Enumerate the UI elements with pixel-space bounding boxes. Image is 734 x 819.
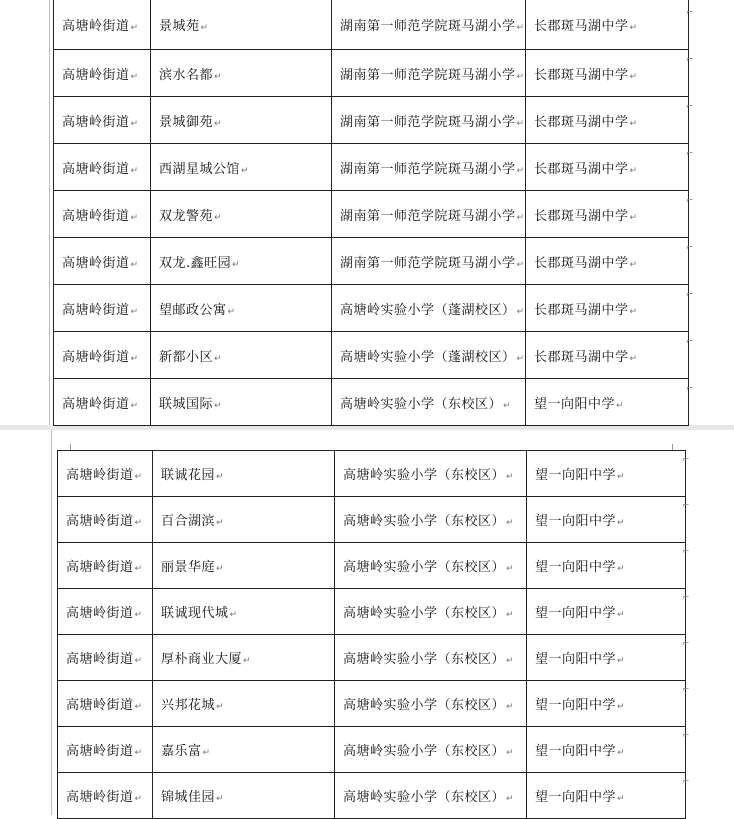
primary-school-cell	[335, 681, 527, 727]
middle-school-cell	[527, 451, 686, 497]
table-row	[58, 543, 686, 589]
cell-text: 新都小区	[159, 349, 214, 365]
street-cell	[54, 191, 151, 238]
street-cell	[54, 379, 151, 426]
cell-text: 高塘岭街道	[62, 67, 130, 83]
middle-school-cell	[526, 0, 689, 50]
street-cell	[58, 451, 153, 497]
table-row	[54, 379, 689, 426]
community-cell	[153, 681, 335, 727]
table-row	[58, 451, 686, 497]
row-end-marker-icon: ⌐	[682, 777, 690, 787]
paragraph-mark-icon: ↵	[617, 518, 626, 528]
table-row	[54, 50, 689, 97]
primary-school-cell	[335, 497, 527, 543]
paragraph-mark-icon: ↵	[130, 71, 139, 82]
paragraph-mark-icon: ↵	[216, 564, 225, 574]
community-cell	[153, 543, 335, 589]
cell-text: 高塘岭街道	[62, 255, 130, 271]
primary-school-cell	[335, 773, 527, 819]
paragraph-mark-icon: ↵	[130, 400, 139, 411]
cell-text: 西湖星城公馆	[159, 161, 241, 177]
community-cell	[151, 238, 332, 285]
primary-school-cell	[335, 543, 527, 589]
street-cell	[54, 144, 151, 191]
middle-school-cell	[526, 238, 689, 285]
cell-text: 长郡斑马湖中学	[534, 19, 629, 34]
street-cell	[58, 589, 153, 635]
paragraph-mark-icon: ↵	[629, 23, 638, 33]
row-end-marker-icon: ⌐	[682, 501, 690, 511]
paragraph-mark-icon: ↵	[214, 71, 223, 82]
row-end-marker-icon: ⌐	[686, 384, 694, 394]
cell-text: 长郡斑马湖中学	[534, 114, 629, 130]
paragraph-mark-icon: ↵	[516, 353, 525, 364]
table-row	[54, 238, 689, 285]
table-row	[58, 773, 686, 819]
cell-text: 景城御苑	[159, 114, 214, 130]
cell-text: 双龙警苑	[159, 208, 214, 224]
paragraph-mark-icon: ↵	[616, 400, 625, 411]
paragraph-mark-icon: ↵	[617, 472, 626, 482]
community-cell	[151, 0, 332, 50]
paragraph-mark-icon: ↵	[629, 118, 638, 129]
primary-school-cell	[332, 238, 526, 285]
paragraph-mark-icon: ↵	[134, 472, 143, 482]
cell-text: 锦城佳园	[161, 790, 216, 805]
cell-text: 丽景华庭	[161, 560, 216, 575]
cell-text: 高塘岭实验小学（东校区）	[343, 652, 506, 667]
cell-text: 滨水名都	[159, 67, 214, 83]
cell-text: 高塘岭街道	[62, 161, 130, 177]
middle-school-cell	[526, 379, 689, 426]
cell-text: 长郡斑马湖中学	[534, 302, 629, 318]
cell-text: 高塘岭街道	[62, 396, 130, 412]
street-cell	[54, 50, 151, 97]
paragraph-mark-icon: ↵	[629, 306, 638, 317]
cell-text: 长郡斑马湖中学	[534, 349, 629, 365]
row-end-marker-icon: ⌐	[682, 593, 690, 603]
cell-text: 联诚现代城	[161, 606, 229, 621]
middle-school-cell	[526, 50, 689, 97]
cell-text: 高塘岭街道	[62, 19, 130, 34]
paragraph-mark-icon: ↵	[506, 702, 515, 712]
cell-text: 厚朴商业大厦	[161, 652, 243, 667]
row-end-marker-icon: ⌐	[686, 337, 694, 347]
paragraph-mark-icon: ↵	[629, 71, 638, 82]
paragraph-mark-icon: ↵	[516, 165, 525, 176]
primary-school-cell	[335, 451, 527, 497]
document-page-1	[50, 0, 690, 425]
paragraph-mark-icon: ↵	[617, 656, 626, 666]
paragraph-mark-icon: ↵	[629, 259, 638, 270]
primary-school-cell	[332, 0, 526, 50]
row-end-marker-icon: ⌐	[686, 102, 694, 112]
paragraph-mark-icon: ↵	[216, 472, 225, 482]
paragraph-mark-icon: ↵	[134, 702, 143, 712]
cell-text: 兴邦花城	[161, 698, 216, 713]
cell-text: 望一向阳中学	[535, 514, 617, 529]
paragraph-mark-icon: ↵	[506, 518, 515, 528]
row-end-marker-icon: ⌐	[682, 547, 690, 557]
cell-text: 高塘岭实验小学（东校区）	[343, 790, 506, 805]
paragraph-mark-icon: ↵	[130, 353, 139, 364]
cell-text: 百合湖滨	[161, 514, 216, 529]
cell-text: 高塘岭街道	[62, 114, 130, 130]
paragraph-mark-icon: ↵	[214, 118, 223, 129]
paragraph-mark-icon: ↵	[229, 610, 238, 620]
paragraph-mark-icon: ↵	[134, 748, 143, 758]
table-row	[58, 727, 686, 773]
row-end-marker-icon: ⌐	[682, 639, 690, 649]
middle-school-cell	[527, 635, 686, 681]
row-end-marker-icon: ⌐	[686, 55, 694, 65]
paragraph-mark-icon: ↵	[629, 165, 638, 176]
cell-text: 望一向阳中学	[535, 698, 617, 713]
document-page-2	[52, 430, 692, 815]
paragraph-mark-icon: ↵	[506, 748, 515, 758]
cell-text: 高塘岭实验小学（东校区）	[340, 396, 503, 412]
community-cell	[151, 144, 332, 191]
primary-school-cell	[335, 727, 527, 773]
paragraph-mark-icon: ↵	[516, 23, 525, 33]
table-row	[54, 144, 689, 191]
street-cell	[54, 97, 151, 144]
paragraph-mark-icon: ↵	[617, 748, 626, 758]
community-cell	[151, 97, 332, 144]
paragraph-mark-icon: ↵	[130, 23, 139, 33]
cell-text: 湖南第一师范学院斑马湖小学	[340, 208, 516, 224]
cell-text: 嘉乐富	[161, 744, 202, 759]
community-cell	[153, 727, 335, 773]
cell-text: 望一向阳中学	[535, 652, 617, 667]
paragraph-mark-icon: ↵	[232, 259, 241, 270]
street-cell	[58, 543, 153, 589]
cell-text: 高塘岭实验小学（蓬湖校区）	[340, 349, 516, 365]
paragraph-mark-icon: ↵	[503, 400, 512, 411]
paragraph-mark-icon: ↵	[134, 656, 143, 666]
community-cell	[153, 773, 335, 819]
paragraph-mark-icon: ↵	[134, 518, 143, 528]
community-cell	[151, 191, 332, 238]
row-end-marker-icon: ⌐	[682, 455, 690, 465]
paragraph-mark-icon: ↵	[216, 518, 225, 528]
table-row	[54, 285, 689, 332]
paragraph-mark-icon: ↵	[516, 259, 525, 270]
paragraph-mark-icon: ↵	[629, 212, 638, 223]
primary-school-cell	[332, 332, 526, 379]
cell-text: 望一向阳中学	[535, 744, 617, 759]
street-cell	[58, 635, 153, 681]
table-row	[54, 332, 689, 379]
paragraph-mark-icon: ↵	[200, 23, 209, 33]
paragraph-mark-icon: ↵	[134, 610, 143, 620]
paragraph-mark-icon: ↵	[617, 610, 626, 620]
street-cell	[54, 285, 151, 332]
cell-text: 长郡斑马湖中学	[534, 255, 629, 271]
cell-text: 高塘岭街道	[66, 606, 134, 621]
street-cell	[54, 238, 151, 285]
table-row	[54, 191, 689, 238]
cell-text: 湖南第一师范学院斑马湖小学	[340, 114, 516, 130]
primary-school-cell	[332, 191, 526, 238]
table-row	[54, 97, 689, 144]
community-cell	[153, 635, 335, 681]
paragraph-mark-icon: ↵	[629, 353, 638, 364]
cell-text: 高塘岭街道	[62, 208, 130, 224]
cell-text: 望一向阳中学	[535, 468, 617, 483]
paragraph-mark-icon: ↵	[617, 564, 626, 574]
row-end-marker-icon: ⌐	[686, 290, 694, 300]
cell-text: 长郡斑马湖中学	[534, 67, 629, 83]
cell-text: 望邮政公寓	[159, 302, 227, 318]
school-district-table-part-2	[57, 450, 686, 819]
cell-text: 高塘岭街道	[62, 349, 130, 365]
primary-school-cell	[332, 97, 526, 144]
paragraph-mark-icon: ↵	[506, 794, 515, 804]
cell-text: 高塘岭街道	[66, 468, 134, 483]
middle-school-cell	[527, 727, 686, 773]
cell-text: 湖南第一师范学院斑马湖小学	[340, 161, 516, 177]
paragraph-mark-icon: ↵	[506, 656, 515, 666]
community-cell	[153, 589, 335, 635]
paragraph-mark-icon: ↵	[130, 306, 139, 317]
street-cell	[58, 497, 153, 543]
community-cell	[151, 332, 332, 379]
cell-text: 高塘岭街道	[66, 790, 134, 805]
row-end-marker-icon: ⌐	[686, 196, 694, 206]
middle-school-cell	[526, 191, 689, 238]
community-cell	[153, 497, 335, 543]
table-row	[58, 589, 686, 635]
table-row	[58, 635, 686, 681]
cell-text: 高塘岭实验小学（东校区）	[343, 744, 506, 759]
paragraph-mark-icon: ↵	[516, 71, 525, 82]
middle-school-cell	[527, 497, 686, 543]
middle-school-cell	[526, 144, 689, 191]
paragraph-mark-icon: ↵	[130, 118, 139, 129]
paragraph-mark-icon: ↵	[227, 306, 236, 317]
cell-text: 望一向阳中学	[534, 396, 616, 412]
row-end-marker-icon: ⌐	[686, 149, 694, 159]
primary-school-cell	[335, 589, 527, 635]
cell-text: 高塘岭街道	[62, 302, 130, 318]
row-end-marker-icon: ⌐	[682, 685, 690, 695]
cell-text: 高塘岭街道	[66, 652, 134, 667]
street-cell	[54, 332, 151, 379]
row-end-marker-icon: ⌐	[682, 731, 690, 741]
street-cell	[58, 727, 153, 773]
paragraph-mark-icon: ↵	[506, 610, 515, 620]
street-cell	[58, 773, 153, 819]
paragraph-mark-icon: ↵	[214, 353, 223, 364]
cell-text: 望一向阳中学	[535, 790, 617, 805]
community-cell	[151, 285, 332, 332]
community-cell	[151, 379, 332, 426]
cell-text: 长郡斑马湖中学	[534, 208, 629, 224]
paragraph-mark-icon: ↵	[214, 212, 223, 223]
cell-text: 高塘岭实验小学（东校区）	[343, 468, 506, 483]
cell-text: 双龙.鑫旺园	[159, 255, 232, 271]
middle-school-cell	[526, 332, 689, 379]
cell-text: 湖南第一师范学院斑马湖小学	[340, 67, 516, 83]
primary-school-cell	[332, 379, 526, 426]
paragraph-mark-icon: ↵	[617, 794, 626, 804]
middle-school-cell	[526, 285, 689, 332]
cell-text: 望一向阳中学	[535, 560, 617, 575]
paragraph-mark-icon: ↵	[243, 656, 252, 666]
school-district-table-part-1	[53, 0, 689, 426]
table-row	[58, 497, 686, 543]
middle-school-cell	[527, 589, 686, 635]
cell-text: 联诚花园	[161, 468, 216, 483]
cell-text: 高塘岭街道	[66, 698, 134, 713]
cell-text: 高塘岭街道	[66, 560, 134, 575]
paragraph-mark-icon: ↵	[130, 165, 139, 176]
street-cell	[58, 681, 153, 727]
row-end-marker-icon: ⌐	[686, 8, 694, 18]
paragraph-mark-icon: ↵	[134, 794, 143, 804]
cell-text: 湖南第一师范学院斑马湖小学	[340, 255, 516, 271]
cell-text: 联城国际	[159, 396, 214, 412]
middle-school-cell	[527, 681, 686, 727]
table-row	[58, 681, 686, 727]
cell-text: 高塘岭街道	[66, 744, 134, 759]
paragraph-mark-icon: ↵	[241, 165, 250, 176]
cell-text: 望一向阳中学	[535, 606, 617, 621]
cell-text: 高塘岭实验小学（东校区）	[343, 606, 506, 621]
primary-school-cell	[332, 285, 526, 332]
row-end-marker-icon: ⌐	[686, 243, 694, 253]
community-cell	[153, 451, 335, 497]
primary-school-cell	[335, 635, 527, 681]
middle-school-cell	[526, 97, 689, 144]
cell-text: 高塘岭实验小学（东校区）	[343, 514, 506, 529]
paragraph-mark-icon: ↵	[506, 472, 515, 482]
community-cell	[151, 50, 332, 97]
middle-school-cell	[527, 773, 686, 819]
paragraph-mark-icon: ↵	[130, 212, 139, 223]
primary-school-cell	[332, 144, 526, 191]
primary-school-cell	[332, 50, 526, 97]
paragraph-mark-icon: ↵	[134, 564, 143, 574]
paragraph-mark-icon: ↵	[130, 259, 139, 270]
cell-text: 长郡斑马湖中学	[534, 161, 629, 177]
paragraph-mark-icon: ↵	[516, 118, 525, 129]
paragraph-mark-icon: ↵	[202, 748, 211, 758]
paragraph-mark-icon: ↵	[506, 564, 515, 574]
cell-text: 高塘岭实验小学（蓬湖校区）	[340, 302, 516, 318]
paragraph-mark-icon: ↵	[516, 212, 525, 223]
cell-text: 高塘岭实验小学（东校区）	[343, 698, 506, 713]
cell-text: 湖南第一师范学院斑马湖小学	[340, 19, 516, 34]
paragraph-mark-icon: ↵	[617, 702, 626, 712]
paragraph-mark-icon: ↵	[214, 400, 223, 411]
paragraph-mark-icon: ↵	[516, 306, 525, 317]
paragraph-mark-icon: ↵	[216, 702, 225, 712]
middle-school-cell	[527, 543, 686, 589]
cell-text: 景城苑	[159, 19, 200, 34]
paragraph-mark-icon: ↵	[216, 794, 225, 804]
cell-text: 高塘岭街道	[66, 514, 134, 529]
cell-text: 高塘岭实验小学（东校区）	[343, 560, 506, 575]
table-row	[54, 0, 689, 50]
street-cell	[54, 0, 151, 50]
